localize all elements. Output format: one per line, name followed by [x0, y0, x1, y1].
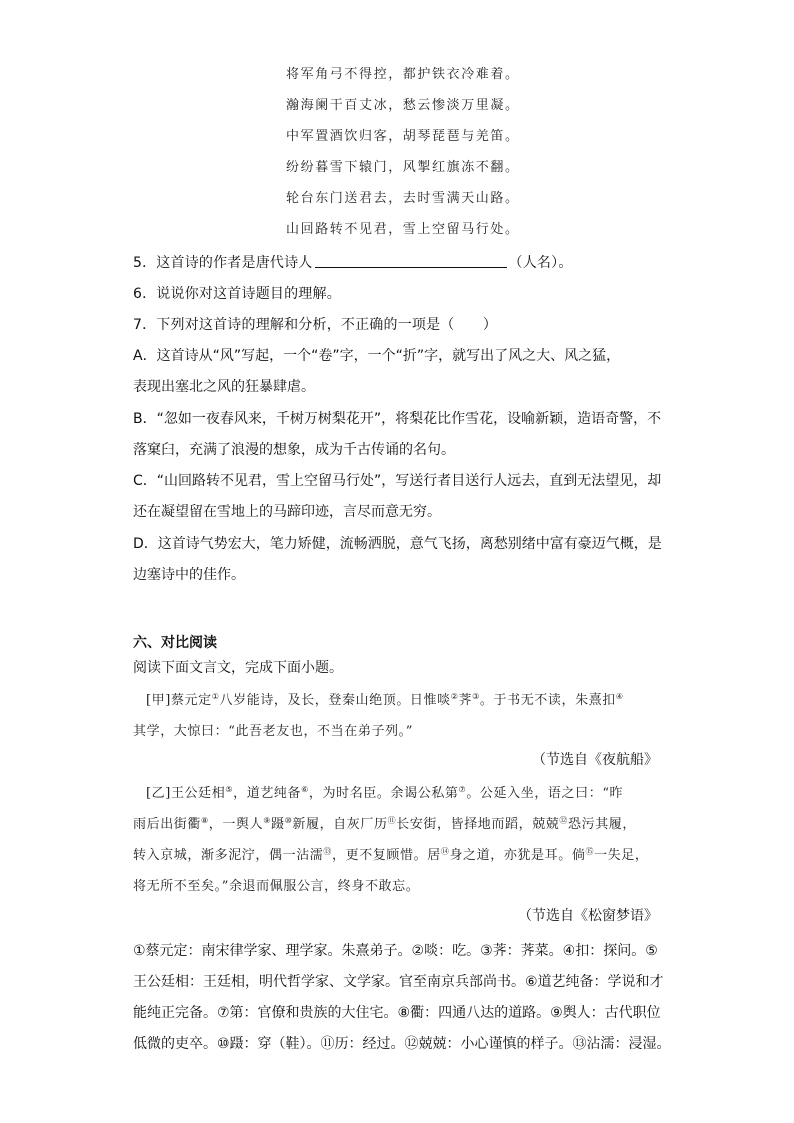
- footnote-marker: ⑨: [263, 816, 271, 825]
- option-d: [133, 529, 673, 591]
- option-a: [133, 341, 673, 403]
- passage-line: [146, 685, 682, 716]
- source-jia: （节选自《夜航船》: [532, 752, 658, 768]
- footnote-marker: ①: [211, 692, 220, 701]
- question-5-suffix: （人名）。: [508, 255, 573, 271]
- source-yi: （节选自《松窗梦语》: [518, 908, 658, 924]
- passage-jia-cont: [133, 716, 669, 747]
- passage-text: [甲]蔡元定: [146, 693, 212, 708]
- passage-text: ，更不复顾惜。居: [332, 848, 441, 863]
- passage-text: 八岁能诗，及长，登秦山绝顶。日惟啖: [219, 693, 451, 708]
- footnote-marker: ⑧: [201, 816, 209, 825]
- passage-text: 荠: [458, 693, 473, 708]
- passage-text: 长安街，皆择地而蹈，兢兢: [396, 817, 560, 832]
- option-b: [133, 404, 673, 466]
- footnote-marker: ⑭: [440, 847, 450, 856]
- passage-text: ，为时名臣。余谒公私第: [308, 786, 459, 801]
- footnote-marker: ⑥: [301, 785, 309, 794]
- footnote-marker: ④: [615, 692, 624, 701]
- passage-text: 新履，自灰厂历: [292, 817, 388, 832]
- passage-text: ，一舆人: [208, 817, 264, 832]
- footnote-line: 能纯正完备。⑦第：官僚和贵族的大住宅。⑧衢：四通八达的道路。⑨舆人：古代职位: [133, 1005, 661, 1021]
- footnote-marker: ⑮: [585, 847, 595, 856]
- footnote-marker: ②: [450, 692, 459, 701]
- section-intro: 阅读下面文言文，完成下面小题。: [133, 660, 343, 676]
- poem-line: 中军置酒饮归客，胡琴琵琶与羌笛。: [286, 129, 520, 144]
- footnotes: [133, 936, 671, 1060]
- answer-blank[interactable]: [315, 252, 507, 268]
- passage-text: 一失足，: [594, 848, 649, 863]
- option-c-line: C．“山回路转不见君，雪上空留马行处”，写送行者目送行人远去，直到无法望见，却: [133, 473, 662, 489]
- question-7: 7．下列对这首诗的理解和分析，不正确的一项是（ ）: [133, 317, 498, 333]
- question-5: [133, 248, 673, 279]
- option-c-line: 还在凝望留在雪地上的马蹄印迹，言尽而意无穷。: [133, 504, 441, 520]
- option-d-line: D．这首诗气势宏大，笔力矫健，流畅洒脱，意气飞扬，离愁别绪中富有豪迈气概，是: [133, 536, 662, 552]
- question-6: 6．说说你对这首诗题目的理解。: [133, 286, 341, 302]
- poem-line: 瀚海阑干百丈冰，愁云惨淡万里凝。: [286, 98, 520, 113]
- passage-text: 。于书无不读，朱熹扣: [479, 693, 616, 708]
- footnote-line: 王公廷相：王廷相，明代哲学家、文学家。官至南京兵部尚书。⑥道艺纯备：学说和才: [133, 974, 664, 990]
- passage-line: [133, 840, 669, 871]
- footnote-marker: ⑤: [225, 785, 234, 794]
- footnote-marker: ③: [472, 692, 480, 701]
- passage-text: 雨后出街衢: [133, 817, 202, 832]
- option-a-line: 表现出塞北之风的狂暴肆虐。: [133, 379, 315, 395]
- passage-jia: [146, 685, 682, 716]
- passage-line: 其学，大惊曰：“此吾老友也，不当在弟子列。”: [133, 724, 413, 739]
- option-a-line: A．这首诗从“风”写起，一个“卷”字，一个“折”字，就写出了风之大、风之猛，: [133, 348, 621, 364]
- passage-text: ，道艺纯备: [233, 786, 302, 801]
- poem-line: 将军角弓不得控，都护铁衣冷难着。: [286, 67, 520, 82]
- poem-block: [286, 64, 586, 250]
- passage-text: [乙]王公廷相: [146, 786, 226, 801]
- passage-text: 转入京城，渐多泥泞，偶一沾濡: [133, 848, 324, 863]
- poem-line: 纷纷暮雪下辕门，风掣红旗冻不翻。: [286, 160, 520, 175]
- question-5-text: 5．这首诗的作者是唐代诗人: [133, 255, 313, 271]
- passage-text: 。公延入坐，语之曰：“昨: [466, 786, 624, 801]
- passage-yi-cont: [133, 809, 669, 902]
- passage-text: 恐污其履，: [568, 817, 637, 832]
- passage-line: [133, 809, 669, 840]
- option-b-line: 落窠臼，充满了浪漫的想象，成为千古传诵的名句。: [133, 442, 455, 458]
- passage-line: [146, 778, 682, 809]
- footnote-marker: ⑩: [284, 816, 293, 825]
- poem-line: 山回路转不见君，雪上空留马行处。: [286, 222, 520, 237]
- footnote-marker: ⑦: [458, 785, 467, 794]
- option-d-line: 边塞诗中的佳作。: [133, 567, 245, 583]
- passage-yi: [146, 778, 682, 809]
- poem-line: 轮台东门送君去，去时雪满天山路。: [286, 191, 520, 206]
- footnote-marker: ⑫: [559, 816, 568, 825]
- option-b-line: B．“忽如一夜春风来，千树万树梨花开”，将梨花比作雪花，设喻新颖，造语奇警，不: [133, 411, 662, 427]
- passage-line: 将无所不至矣。”余退而佩服公言，终身不敢忘。: [133, 879, 420, 894]
- passage-text: 身之道，亦犹是耳。倘: [449, 848, 586, 863]
- footnote-marker: ⑪: [387, 816, 397, 825]
- option-c: [133, 466, 673, 528]
- section-title: 六、对比阅读: [133, 635, 217, 651]
- footnote-line: ①蔡元定：南宋律学家、理学家。朱熹弟子。②啖：吃。③荠：荠菜。④扣：探问。⑤: [133, 943, 658, 959]
- footnote-line: 低微的吏卒。⑩蹑：穿（鞋）。⑪历：经过。⑫兢兢：小心谨慎的样子。⑬沾濡：浸湿。: [133, 1036, 671, 1052]
- passage-text: 蹑: [270, 817, 285, 832]
- footnote-marker: ⑬: [323, 847, 333, 856]
